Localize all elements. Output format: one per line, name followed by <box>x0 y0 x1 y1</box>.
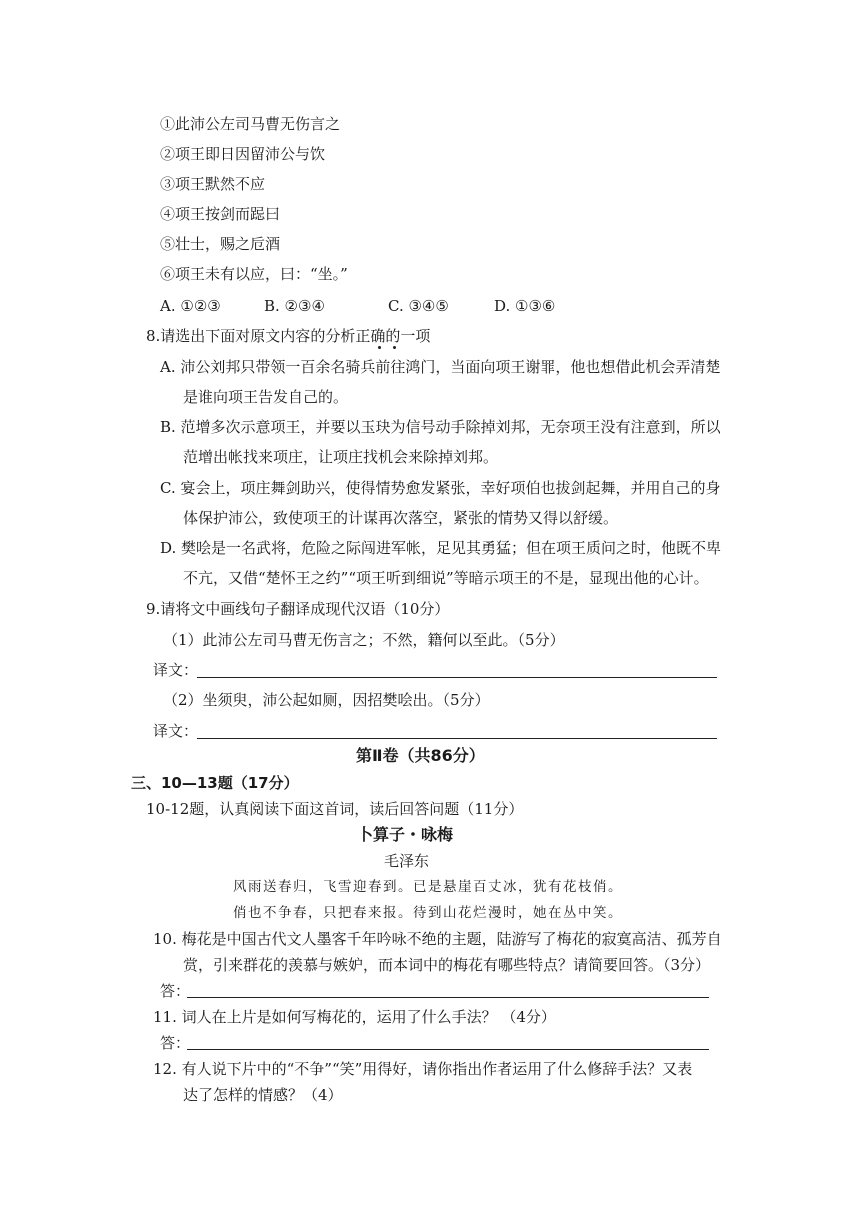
q7-options <box>160 296 555 316</box>
emphasis-dot <box>393 346 396 349</box>
poem-line-2: 俏也不争春，只把春来报。待到山花烂漫时，她在丛中笑。 <box>233 905 623 921</box>
q8-option-d-line2: 不亢，又借“楚怀王之约”“项王听到细说”等暗示项王的不是，显现出他的心计。 <box>183 569 709 587</box>
q8-option-b-line2: 范增出帐找来项庄，让项庄找机会来除掉刘邦。 <box>183 448 499 466</box>
q11-line: 11. 词人在上片是如何写梅花的，运用了什么手法？ （4分） <box>153 1008 556 1026</box>
q10-answer-label: 答： <box>160 982 191 1000</box>
q9-answer-line-1[interactable] <box>197 677 717 678</box>
q9-answer-line-2[interactable] <box>197 738 717 739</box>
q8-option-a-line1: A. 沛公刘邦只带领一百余名骑兵前往鸿门，当面向项王谢罪，他也想借此机会弄清楚 <box>160 358 721 376</box>
q10-answer-line[interactable] <box>187 997 709 998</box>
section-title: 第Ⅱ卷（共86分） <box>356 746 485 765</box>
q8-option-d-line1: D. 樊哙是一名武将，危险之际闯进军帐，足见其勇猛；但在项王质问之时，他既不卑 <box>160 539 722 557</box>
q8-option-b-line1: B. 范增多次示意项王，并要以玉玦为信号动手除掉刘邦，无奈项王没有注意到，所以 <box>160 418 721 436</box>
poem-line-1: 风雨送春归，飞雪迎春到。已是悬崖百丈冰，犹有花枝俏。 <box>233 879 623 895</box>
q7-item-6: ⑥项王未有以应，曰：“坐。” <box>160 265 348 283</box>
poem-title: 卜算子・咏梅 <box>357 825 454 844</box>
q11-answer-label: 答： <box>160 1034 191 1052</box>
q7-item-2: ②项王即日因留沛公与饮 <box>160 145 326 163</box>
q10-line-1: 10. 梅花是中国古代文人墨客千年吟咏不绝的主题，陆游写了梅花的寂寞高洁、孤芳自 <box>153 930 722 948</box>
emphasis-dot <box>378 346 381 349</box>
q7-item-4: ④项王按剑而跽曰 <box>160 205 281 223</box>
part3-intro: 10-12题，认真阅读下面这首词，读后回答问题（11分） <box>146 800 524 818</box>
q9-stem: 9.请将文中画线句子翻译成现代汉语（10分） <box>146 600 450 618</box>
q7-option-c: C. ③④⑤ <box>388 297 449 315</box>
q7-option-a: A. ①②③ <box>160 297 221 315</box>
q7-item-3: ③项王默然不应 <box>160 175 266 193</box>
q10-line-2: 赏，引来群花的羡慕与嫉妒，而本词中的梅花有哪些特点？请简要回答。（3分） <box>183 956 711 974</box>
q7-option-d: D. ①③⑥ <box>494 297 556 315</box>
q7-item-5: ⑤壮士，赐之卮酒 <box>160 235 281 253</box>
q7-item-1: ①此沛公左司马曹无伤言之 <box>160 115 341 133</box>
q8-option-a-line2: 是谁向项王告发自己的。 <box>183 388 349 406</box>
poem-author: 毛泽东 <box>384 852 430 870</box>
q12-line-2: 达了怎样的情感？（4） <box>183 1086 343 1104</box>
q11-answer-line[interactable] <box>187 1049 709 1050</box>
q9-sentence-2: （2）坐须臾，沛公起如厕，因招樊哙出。（5分） <box>163 691 490 709</box>
q9-answer-label-2: 译文： <box>153 722 199 740</box>
q12-line-1: 12. 有人说下片中的“不争”“笑”用得好，请你指出作者运用了什么修辞手法？又表 <box>153 1060 693 1078</box>
q7-option-b: B. ②③④ <box>264 297 325 315</box>
q8-option-c-line2: 体保护沛公，致使项王的计谋再次落空，紧张的情势又得以舒缓。 <box>183 509 619 527</box>
q8-option-c-line1: C. 宴会上，项庄舞剑助兴，使得情势愈发紧张，幸好项伯也拔剑起舞，并用自己的身 <box>160 479 721 497</box>
q9-answer-label-1: 译文： <box>153 661 199 679</box>
part3-heading: 三、10—13题（17分） <box>131 774 299 792</box>
q9-sentence-1: （1）此沛公左司马曹无伤言之；不然，籍何以至此。（5分） <box>163 631 565 649</box>
q8-stem: 8.请选出下面对原文内容的分析正确的一项 <box>146 327 431 345</box>
